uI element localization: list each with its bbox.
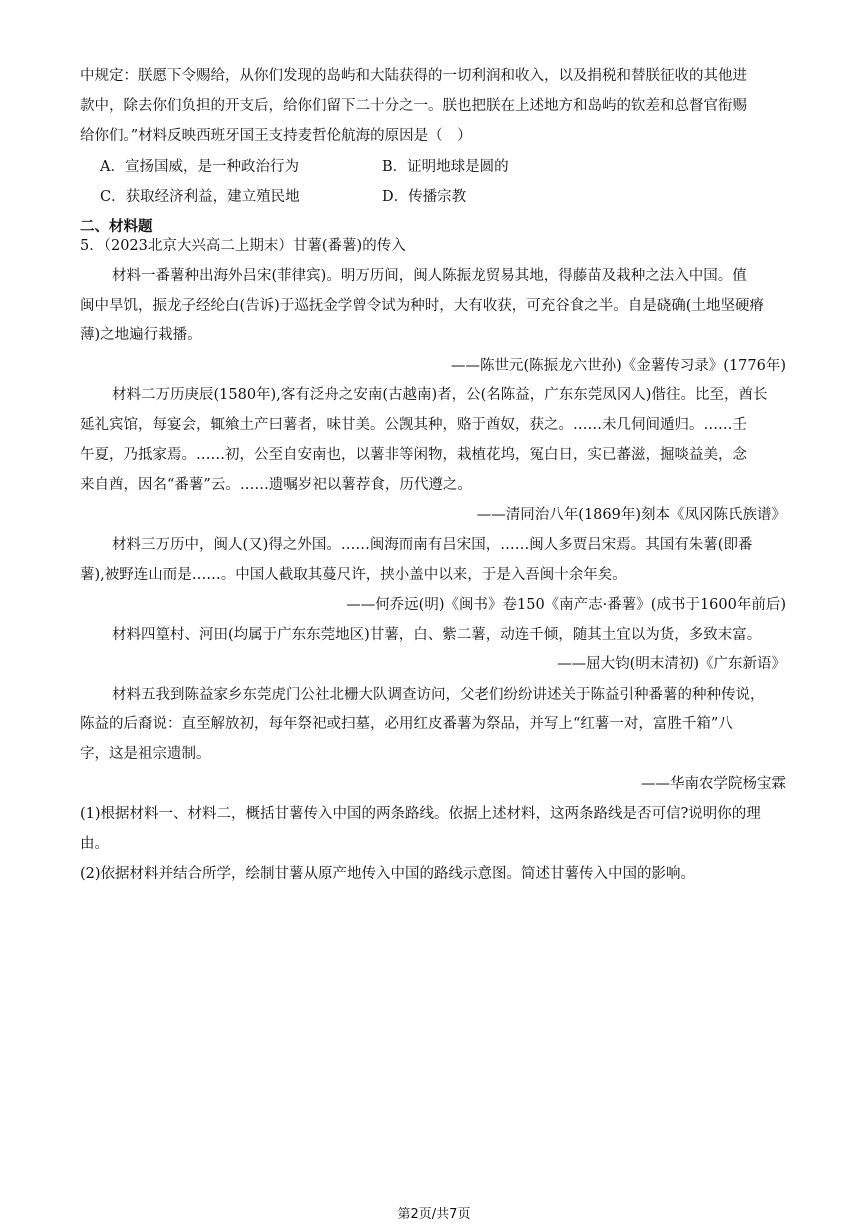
- page-number: 第2页/共7页: [397, 1207, 471, 1222]
- sub-question-1: 由。: [80, 836, 109, 852]
- material-2-line: 午夏，乃抵家焉。……初，公至自安南也，以薯非等闲物，栽植花坞，冤白日，实已蕃滋，掘啖益美，念: [80, 447, 747, 463]
- material-2-source: ——清同治八年(1869年)刻本《凤冈陈氏族谱》: [476, 507, 786, 523]
- material-5-line: 材料五我到陈益家乡东莞虎门公社北栅大队调查访问，父老们纷纷讲述关于陈益引种番薯的种种传说，: [112, 687, 765, 703]
- material-1-source: ——陈世元(陈振龙六世孙)《金薯传习录》(1776年): [450, 358, 786, 374]
- material-5-source: ——华南农学院杨宝霖: [641, 776, 786, 792]
- q4-text-line: 给你们。”材料反映西班牙国王支持麦哲伦航海的原因是（ ）: [80, 128, 472, 144]
- material-3-line: 薯),被野连山而是……。中国人截取其蔓尺许，挟小盖中以来，于是入吾闽十余年矣。: [80, 567, 627, 583]
- material-4-source: ——屈大钧(明末清初)《广东新语》: [557, 656, 786, 672]
- material-1-line: 闽中旱饥，振龙子经纶白(告诉)于巡抚金学曾令试为种时，大有收获，可充谷食之半。自是硗确(土地坚硬瘠: [80, 298, 764, 314]
- option-d: D．传播宗教: [382, 189, 467, 205]
- material-2-line: 来自酋，因名“番薯”云。……遗嘱岁祀以薯荐食，历代遵之。: [80, 477, 472, 493]
- option-a: A．宣扬国威，是一种政治行为: [100, 159, 299, 175]
- material-3-line: 材料三万历中，闽人(又)得之外国。……闽海而南有吕宋国，……闽人多贾吕宋焉。其国有朱薯(即番: [112, 537, 753, 553]
- sub-question-1: (1)根据材料一、材料二，概括甘薯传入中国的两条路线。依据上述材料，这两条路线是否可信?说明你的理: [80, 806, 761, 822]
- question-5-title: 5．（2023北京大兴高二上期末）甘薯(番薯)的传入: [80, 238, 406, 254]
- q4-text-line: 款中，除去你们负担的开支后，给你们留下二十分之一。朕也把朕在上述地方和岛屿的钦差和总督官衔赐: [80, 98, 747, 114]
- option-c: C．获取经济利益，建立殖民地: [100, 189, 300, 205]
- material-2-line: 延礼宾馆，每宴会，辄飨土产曰薯者，味甘美。公觊其种，赂于酋奴，获之。……未几伺间遁归。……壬: [80, 417, 747, 433]
- material-5-line: 字，这是祖宗遗制。: [80, 746, 211, 762]
- material-5-line: 陈益的后裔说：直至解放初，每年祭祀或扫墓，必用红皮番薯为祭品，并写上“红薯一对，富胜千箱”八: [80, 716, 733, 732]
- option-b: B．证明地球是圆的: [382, 159, 509, 175]
- q4-text-line: 中规定：朕愿下令赐给，从你们发现的岛屿和大陆获得的一切利润和收入，以及捐税和替朕征收的其他进: [80, 68, 747, 84]
- sub-question-2: (2)依据材料并结合所学，绘制甘薯从原产地传入中国的路线示意图。简述甘薯传入中国的影响。: [80, 866, 696, 882]
- material-2-line: 材料二万历庚辰(1580年),客有泛舟之安南(古越南)者，公(名陈益，广东东莞凤冈人)偕往。比至，酋长: [112, 387, 768, 403]
- material-3-source: ——何乔远(明)《闽书》卷150《南产志·番薯》(成书于1600年前后): [346, 597, 786, 613]
- material-1-line: 材料一番薯种出海外吕宋(菲律宾)。明万历间，闽人陈振龙贸易其地，得藤苗及栽种之法入中国。值: [112, 268, 747, 284]
- section-title: 二、材料题: [80, 219, 153, 235]
- material-4-line: 材料四篁村、河田(均属于广东东莞地区)甘薯，白、紫二薯，动连千倾，随其土宜以为货，多致末富。: [112, 627, 762, 643]
- material-1-line: 薄)之地遍行栽播。: [80, 327, 202, 343]
